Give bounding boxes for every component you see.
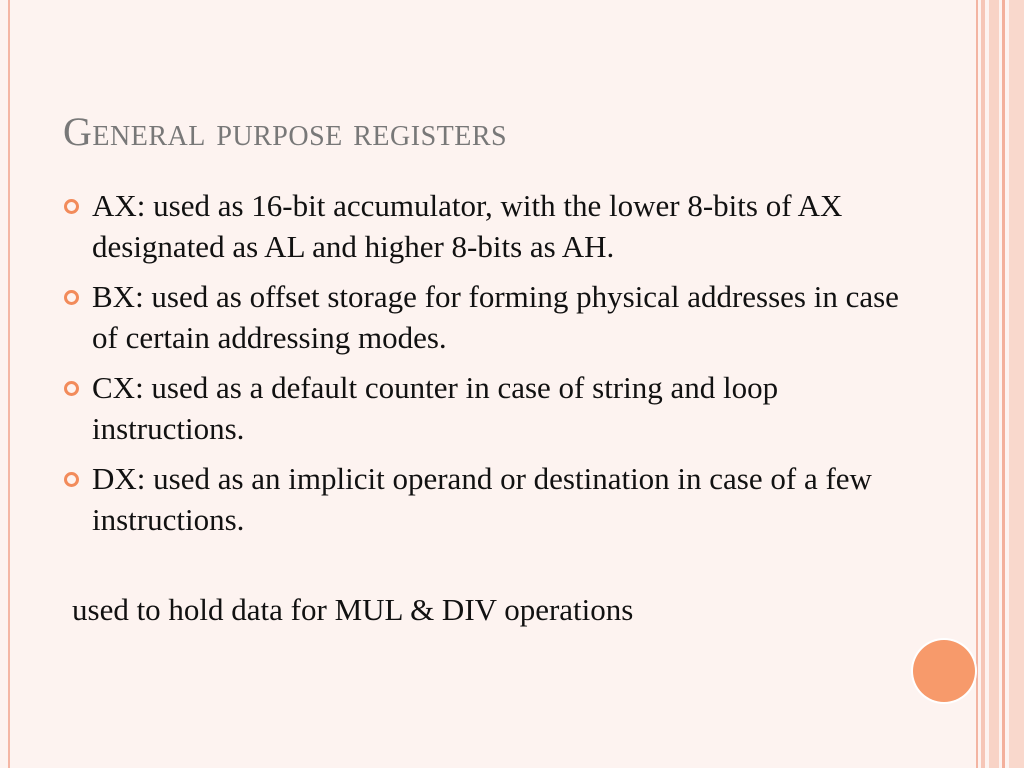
slide-title: General purpose registers: [63, 109, 508, 154]
bullet-item-cx: [62, 367, 912, 449]
bullet-icon: [64, 199, 79, 214]
decorative-circle: [913, 640, 975, 702]
stripe: [1009, 0, 1024, 768]
stripe: [981, 0, 985, 768]
left-rule: [8, 0, 10, 768]
bullet-text: CX: used as a default counter in case of string and loop instructions.: [92, 370, 779, 446]
right-decorative-stripes: [976, 0, 1024, 768]
stripe: [1002, 0, 1005, 768]
bullet-item-ax: [62, 185, 912, 267]
bullet-item-bx: [62, 276, 912, 358]
bullet-item-dx: [62, 458, 912, 540]
bullet-text: BX: used as offset storage for forming physical addresses in case of certain addressing modes.: [92, 279, 899, 355]
bullet-text: DX: used as an implicit operand or destination in case of a few instructions.: [92, 461, 872, 537]
bullet-icon: [64, 381, 79, 396]
bullet-list: [62, 185, 912, 549]
stripe: [989, 0, 999, 768]
bullet-icon: [64, 472, 79, 487]
bullet-text: AX: used as 16-bit accumulator, with the lower 8-bits of AX designated as AL and higher 8-bits as AH.: [92, 188, 843, 264]
footer-note: used to hold data for MUL & DIV operations: [72, 592, 634, 627]
bullet-icon: [64, 290, 79, 305]
stripe: [976, 0, 978, 768]
